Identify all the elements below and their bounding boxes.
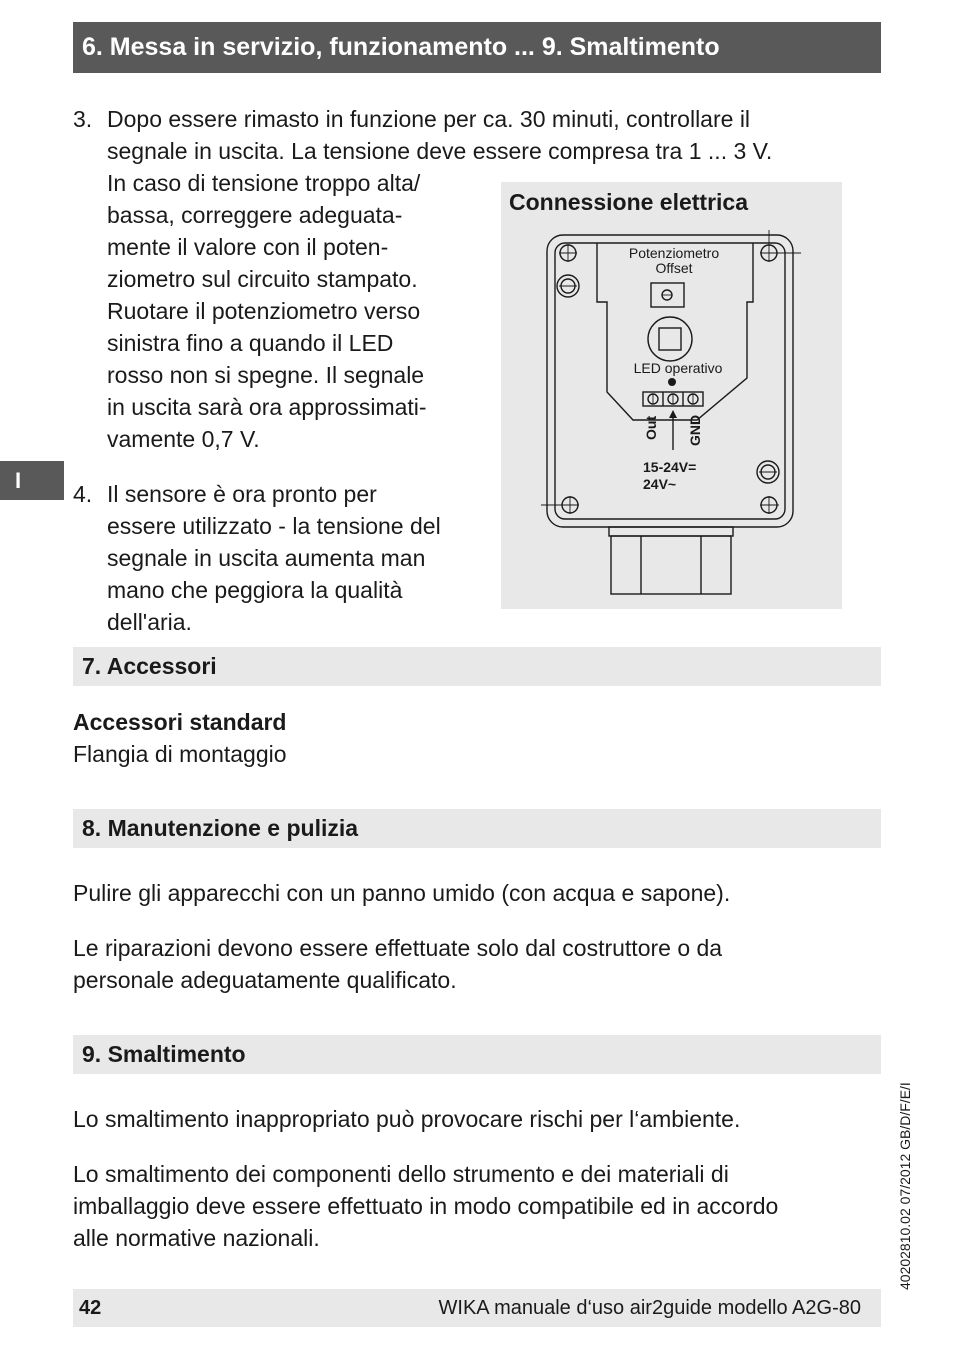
text-line: sinistra fino a quando il LED — [107, 330, 394, 356]
electrical-connection-diagram — [501, 182, 842, 609]
text-line: imballaggio deve essere effettuato in modo compatibile ed in accordo — [73, 1193, 779, 1219]
maintenance-paragraph-1: Pulire gli apparecchi con un panno umido (con acqua e sapone). — [73, 880, 731, 906]
document-code: 40202810.02 07/2012 GB/D/F/E/I — [897, 1082, 913, 1290]
text-line: Dopo essere rimasto in funzione per ca. 30 minuti, controllare il — [107, 106, 751, 132]
out-label: Out — [643, 415, 659, 440]
voltage-dc-label: 15-24V= — [643, 459, 697, 475]
wiring-drawing — [501, 182, 842, 609]
section-title-maintenance: 8. Manutenzione e pulizia — [73, 809, 881, 848]
potentiometer-label: Potenziometro — [628, 245, 720, 261]
text-line: mano che peggiora la qualità — [107, 577, 403, 603]
disposal-paragraph-1: Lo smaltimento inappropriato può provocare rischi per l‘ambiente. — [73, 1106, 741, 1132]
diagram-title: Connessione elettrica — [509, 189, 749, 215]
text-line: rosso non si spegne. Il segnale — [107, 362, 425, 388]
text-line: Le riparazioni devono essere effettuate solo dal costruttore o da — [73, 935, 723, 961]
text-line: in uscita sarà ora approssimati- — [107, 394, 427, 420]
offset-label: Offset — [655, 260, 693, 276]
gnd-label: GND — [687, 414, 703, 446]
text-line: Il sensore è ora pronto per — [107, 481, 377, 507]
text-line: mente il valore con il poten- — [107, 234, 389, 260]
page-number: 42 — [79, 1297, 102, 1319]
accessories-subtitle: Accessori standard — [73, 709, 287, 735]
led-label: LED operativo — [633, 360, 723, 376]
maintenance-paragraph-2 — [73, 932, 722, 996]
language-tab: I — [0, 461, 64, 500]
text-line: personale adeguatamente qualificato. — [73, 967, 457, 993]
voltage-ac-label: 24V~ — [643, 476, 677, 492]
step-number: 3. — [73, 106, 93, 132]
section-title-accessories: 7. Accessori — [73, 647, 881, 686]
arrow-up-icon — [669, 410, 677, 418]
text-line: vamente 0,7 V. — [107, 426, 260, 452]
accessories-item: Flangia di montaggio — [73, 741, 287, 767]
text-line: dell'aria. — [107, 609, 192, 635]
text-line: segnale in uscita aumenta man — [107, 545, 426, 571]
text-line: alle normative nazionali. — [73, 1225, 320, 1251]
step-4-text — [107, 478, 441, 638]
operating-led-icon — [668, 378, 676, 386]
text-line: Lo smaltimento dei componenti dello strumento e dei materiali di — [73, 1161, 729, 1187]
page-footer — [73, 1289, 881, 1327]
step-number: 4. — [73, 481, 93, 507]
page-header: 6. Messa in servizio, funzionamento ... 9. Smaltimento — [73, 22, 881, 73]
section-title-disposal: 9. Smaltimento — [73, 1035, 881, 1074]
footer-doc-title: WIKA manuale d‘uso air2guide modello A2G-80 — [438, 1297, 861, 1319]
text-line: essere utilizzato - la tensione del — [107, 513, 441, 539]
text-line: bassa, correggere adeguata- — [107, 202, 403, 228]
disposal-paragraph-2 — [73, 1158, 778, 1254]
text-line: Ruotare il potenziometro verso — [107, 298, 421, 324]
cable-gland — [611, 536, 731, 594]
sensor-symbol — [648, 317, 692, 361]
text-line: In caso di tensione troppo alta/ — [107, 170, 421, 196]
text-line: ziometro sul circuito stampato. — [107, 266, 418, 292]
text-line: segnale in uscita. La tensione deve essere compresa tra 1 ... 3 V. — [107, 138, 773, 164]
